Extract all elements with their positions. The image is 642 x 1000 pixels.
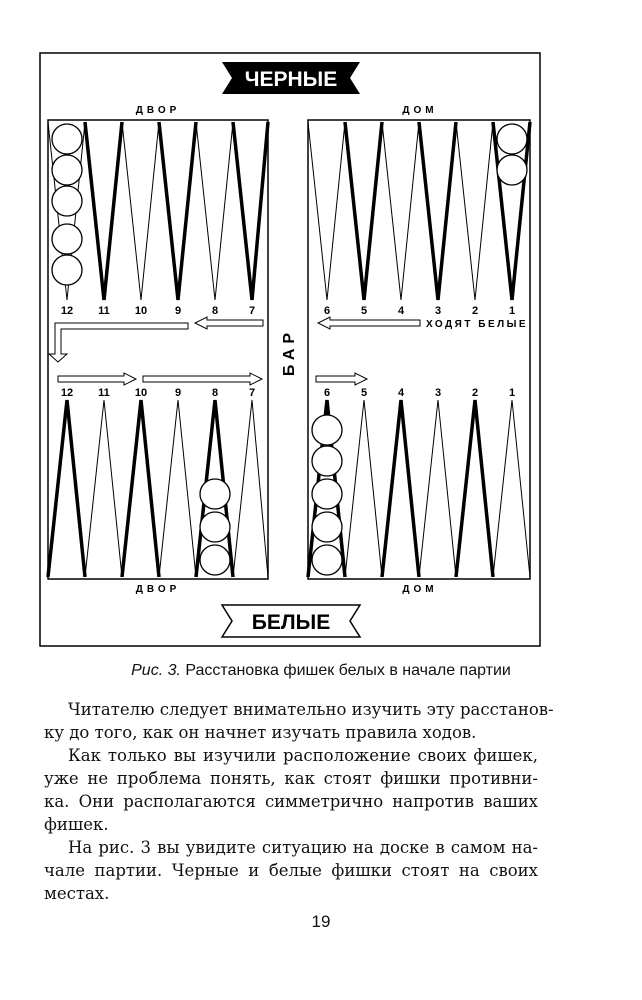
figure-caption [0, 662, 642, 680]
top-left-quadrant-label: ДВОР [135, 105, 181, 116]
bottom-right-quadrant-label: ДОМ [402, 584, 438, 595]
point-number: 1 [508, 305, 516, 317]
bottom-left-quadrant-label: ДВОР [135, 584, 181, 595]
left-board-half [48, 120, 268, 579]
point-number: 8 [211, 387, 219, 399]
checker [200, 512, 230, 542]
checker [497, 155, 527, 185]
figure-caption-text: Расстановка фишек белых в начале партии [180, 662, 511, 679]
top-right-points [308, 122, 530, 300]
figure-caption-label: Рис. 3. [131, 662, 181, 679]
bottom-banner [222, 605, 360, 637]
checker [312, 512, 342, 542]
text-line: ка. Они располагаются симметрично напротив ваших [44, 792, 538, 811]
point-number: 2 [471, 387, 479, 399]
text-line: уже не проблема понять, как стоят фишки противни- [44, 769, 538, 788]
checker [312, 446, 342, 476]
point-number: 1 [508, 387, 516, 399]
checker [52, 255, 82, 285]
body-text [44, 698, 554, 905]
checker [312, 415, 342, 445]
bottom-left-points [48, 400, 268, 577]
point-number: 12 [60, 387, 74, 399]
checker [312, 479, 342, 509]
text-line: Как только вы изучили расположение своих фишек, [68, 746, 538, 765]
checker [52, 224, 82, 254]
move-direction-arrows [49, 317, 420, 385]
bottom-banner-label: БЕЛЫЕ [251, 611, 331, 634]
point-number: 7 [248, 387, 256, 399]
point-number: 5 [360, 387, 368, 399]
checker [312, 545, 342, 575]
point-number: 3 [434, 387, 442, 399]
point-number: 2 [471, 305, 479, 317]
text-line: местах. [44, 884, 110, 903]
point-number: 9 [174, 387, 182, 399]
top-right-quadrant-label: ДОМ [402, 105, 438, 116]
paragraph [44, 836, 538, 905]
checker [200, 545, 230, 575]
point-number: 8 [211, 305, 219, 317]
text-line: Читателю следует внимательно изучить эту расстанов- [68, 700, 554, 719]
point-number: 7 [248, 305, 256, 317]
right-board-half [308, 120, 530, 579]
point-number: 10 [134, 305, 148, 317]
top-banner-label: ЧЕРНЫЕ [244, 68, 338, 91]
checker [52, 186, 82, 216]
point-number: 6 [323, 305, 331, 317]
text-line: ку до того, как он начнет изучать правила ходов. [44, 723, 477, 742]
point-number: 3 [434, 305, 442, 317]
checker [52, 124, 82, 154]
point-number: 4 [397, 387, 405, 399]
paragraph [44, 744, 538, 836]
point-number: 9 [174, 305, 182, 317]
top-banner [222, 62, 360, 94]
point-number: 11 [98, 305, 110, 317]
text-line: На рис. 3 вы увидите ситуацию на доске в самом на- [68, 838, 538, 857]
checker [52, 155, 82, 185]
point-number: 5 [360, 305, 368, 317]
text-line: чале партии. Черные и белые фишки стоят на своих [44, 861, 538, 880]
paragraph [44, 698, 554, 744]
bar-label: БАР [281, 327, 298, 377]
point-number: 12 [60, 305, 74, 317]
point-number: 6 [323, 387, 331, 399]
page-number: 19 [311, 912, 331, 931]
checker [200, 479, 230, 509]
checker [497, 124, 527, 154]
point-number: 4 [397, 305, 405, 317]
point-number: 11 [98, 387, 110, 399]
text-line: фишек. [44, 815, 109, 834]
move-note: ХОДЯТ БЕЛЫЕ [426, 319, 529, 330]
point-number: 10 [134, 387, 148, 399]
